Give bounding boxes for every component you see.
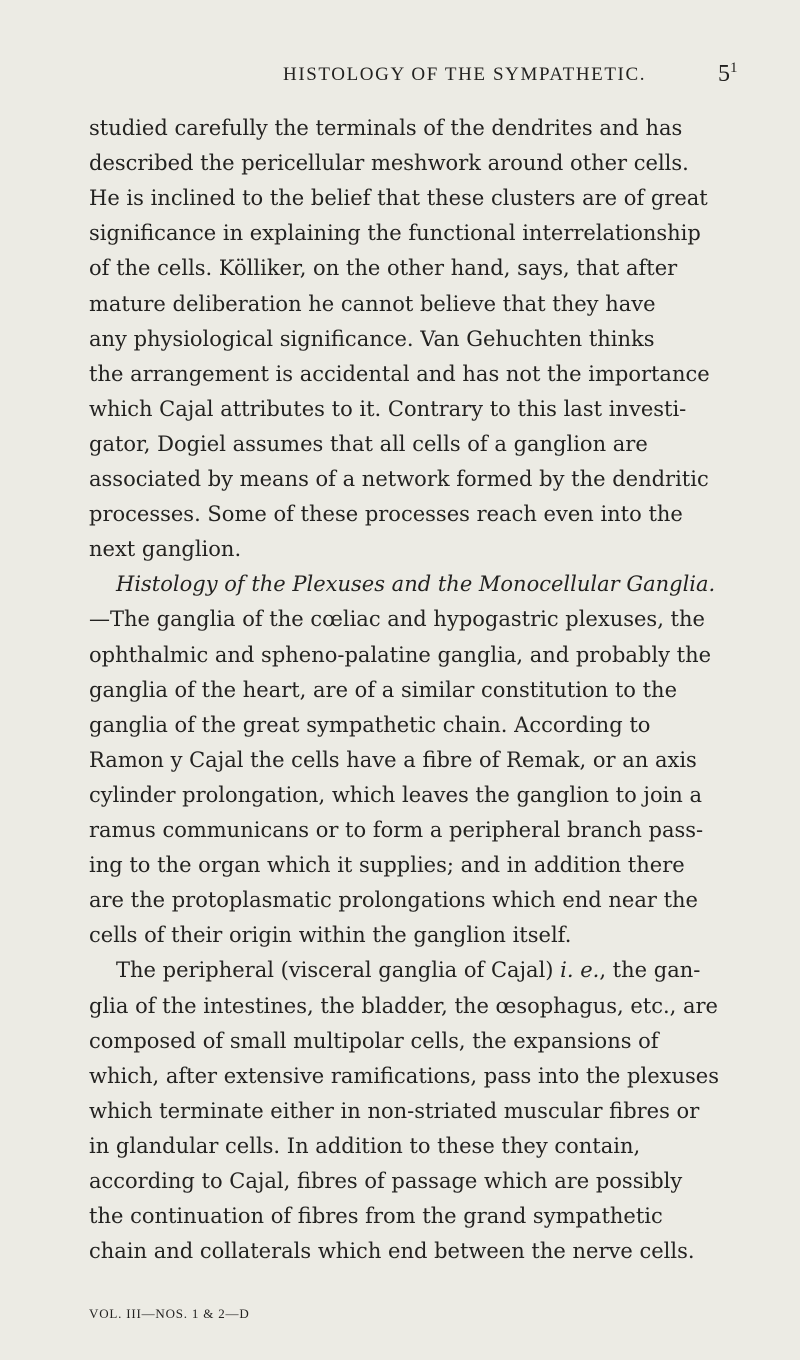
text-line: described the pericellular meshwork around other cells. bbox=[89, 151, 689, 176]
text-line: which terminate either in non-striated muscular fibres or bbox=[89, 1098, 700, 1123]
text-line: ganglia of the heart, are of a similar constitution to the bbox=[89, 677, 678, 702]
text-line: —The ganglia of the cœliac and hypogastric plexuses, the bbox=[89, 607, 705, 632]
text-line: ganglia of the great sympathetic chain. According to bbox=[89, 712, 651, 737]
text-line: ophthalmic and spheno-palatine ganglia, and probably the bbox=[89, 642, 712, 667]
text-line: cylinder prolongation, which leaves the ganglion to join a bbox=[89, 782, 703, 807]
signature-mark: VOL. III—NOS. 1 & 2—D bbox=[89, 1306, 250, 1321]
text-line: mature deliberation he cannot believe that they have bbox=[89, 291, 656, 316]
text-line: the continuation of fibres from the grand sympathetic bbox=[89, 1204, 663, 1229]
section-heading: Histology of the Plexuses and the Monocellular Ganglia. bbox=[116, 572, 716, 597]
text-line: ramus communicans or to form a peripheral branch pass- bbox=[89, 818, 704, 842]
text-line: ing to the organ which it supplies; and in addition there bbox=[89, 853, 685, 878]
text-line: according to Cajal, fibres of passage which are possibly bbox=[89, 1169, 683, 1193]
text-line: glia of the intestines, the bladder, the œsophagus, etc., are bbox=[89, 993, 718, 1018]
text-line: associated by means of a network formed by the dendritic bbox=[89, 467, 709, 491]
italic-abbreviation: i. e. bbox=[560, 958, 600, 983]
text-line: the arrangement is accidental and has not the importance bbox=[89, 361, 710, 386]
text-line: significance in explaining the functional interrelationship bbox=[89, 221, 701, 246]
text-line: The peripheral (visceral ganglia of Cajal) i. e., the gan- bbox=[116, 958, 701, 983]
text-line: next ganglion. bbox=[89, 537, 242, 562]
text-line: processes. Some of these processes reach even into the bbox=[89, 502, 683, 527]
text-line: in glandular cells. In addition to these they contain, bbox=[89, 1133, 641, 1158]
text-line: gator, Dogiel assumes that all cells of a ganglion are bbox=[89, 431, 648, 456]
running-title: HISTOLOGY OF THE SYMPATHETIC. bbox=[283, 64, 647, 85]
running-head bbox=[0, 60, 800, 94]
text-line: which Cajal attributes to it. Contrary to this last investi- bbox=[89, 396, 687, 421]
page-number: $5^1$ bbox=[718, 60, 738, 87]
text-line: chain and collaterals which end between the nerve cells. bbox=[89, 1239, 695, 1264]
text-line: of the cells. Kölliker, on the other hand, says, that after bbox=[89, 256, 678, 281]
text-line: cells of their origin within the ganglion itself. bbox=[89, 923, 572, 948]
text-line: studied carefully the terminals of the dendrites and has bbox=[89, 116, 683, 140]
text-line: are the protoplasmatic prolongations which end near the bbox=[89, 888, 698, 913]
text-line: which, after extensive ramifications, pass into the plexuses bbox=[89, 1063, 719, 1088]
page-number-superscript: 1 bbox=[730, 60, 738, 76]
text-line: He is inclined to the belief that these clusters are of great bbox=[89, 186, 708, 211]
text-line: any physiological significance. Van Gehuchten thinks bbox=[89, 326, 655, 351]
text-line: Ramon y Cajal the cells have a fibre of Remak, or an axis bbox=[89, 747, 697, 772]
text-line: composed of small multipolar cells, the expansions of bbox=[89, 1028, 659, 1053]
